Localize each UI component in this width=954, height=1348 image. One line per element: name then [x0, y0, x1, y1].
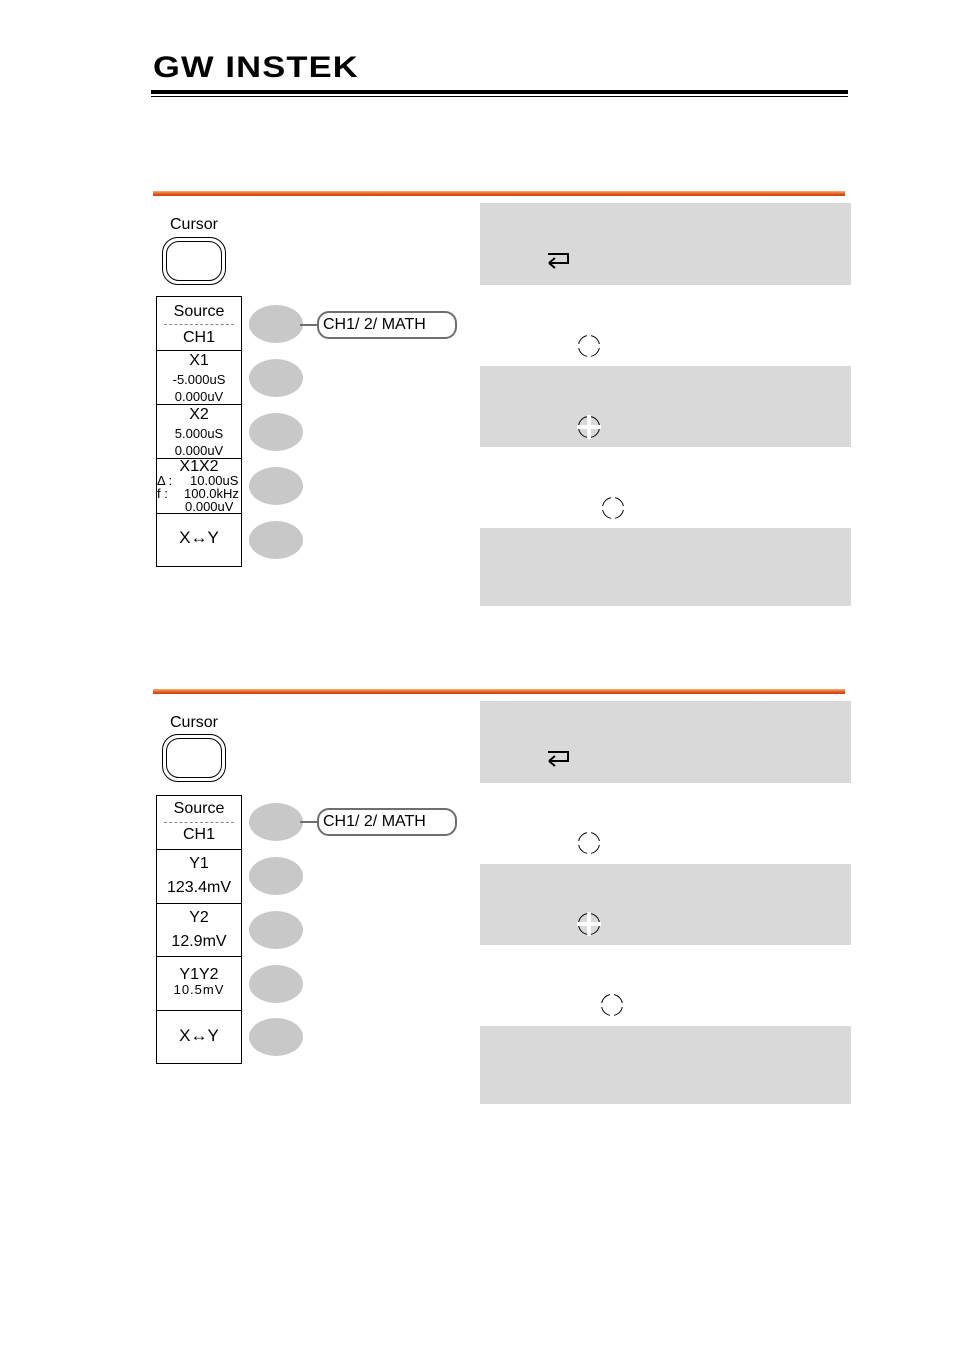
variable-knob-icon [578, 832, 600, 854]
menu-source[interactable] [157, 297, 241, 351]
menu-swap-label: X↔Y [179, 1026, 219, 1045]
softkey-5[interactable] [249, 1018, 303, 1056]
menu-x1x2-volt: 0.000uV [185, 499, 234, 514]
variable-knob-icon [601, 994, 623, 1016]
menu-source-label: Source [173, 800, 225, 817]
menu-y1[interactable] [157, 850, 241, 904]
menu-x2-title: X2 [189, 406, 209, 423]
instruction-row-5 [480, 1026, 851, 1104]
enter-arrow-icon [545, 747, 571, 775]
softkey-5[interactable] [249, 521, 303, 559]
cursor-key-button[interactable] [162, 237, 226, 285]
menu-source-value: CH1 [182, 826, 215, 843]
cursor-key-button[interactable] [162, 734, 226, 782]
menu-source-value: CH1 [182, 329, 215, 346]
menu-x1-title: X1 [189, 352, 209, 369]
menu-y1y2-value: 10.5mV [173, 982, 225, 997]
softkey-1[interactable] [249, 803, 303, 841]
softkey-3[interactable] [249, 911, 303, 949]
source-options-label: CH1/ 2/ MATH [317, 311, 457, 339]
cursor-menu [156, 296, 242, 567]
variable-knob-icon [578, 335, 600, 357]
source-options-label: CH1/ 2/ MATH [317, 808, 457, 836]
menu-x2-volt: 0.000uV [174, 443, 224, 458]
menu-swap-label: X↔Y [179, 528, 219, 547]
menu-x2-time: 5.000uS [174, 426, 224, 441]
menu-x1x2-delta-sym: Δ : [157, 473, 173, 488]
softkey-4[interactable] [249, 467, 303, 505]
cursor-menu [156, 795, 242, 1064]
softkey-1[interactable] [249, 305, 303, 343]
menu-swap[interactable] [157, 514, 241, 568]
variable-knob-icon [578, 416, 600, 438]
enter-arrow-icon [545, 249, 571, 277]
header-rule-thin [151, 96, 848, 97]
cursor-key-label: Cursor [170, 714, 219, 731]
section-divider [153, 689, 845, 694]
menu-x1x2-title: X1X2 [179, 458, 219, 475]
menu-x1x2-f-sym: f : [157, 486, 168, 501]
instruction-row-3 [480, 366, 851, 447]
section-divider [153, 191, 845, 196]
menu-source[interactable] [157, 796, 241, 850]
variable-knob-icon [602, 497, 624, 519]
menu-source-label: Source [173, 303, 225, 320]
menu-x1x2[interactable] [157, 459, 241, 514]
instruction-row-5 [480, 528, 851, 606]
menu-y2-title: Y2 [189, 909, 209, 926]
menu-y2[interactable] [157, 904, 241, 957]
softkey-2[interactable] [249, 359, 303, 397]
instruction-row-3 [480, 864, 851, 945]
instruction-row-1 [480, 203, 851, 285]
menu-y1-title: Y1 [189, 855, 209, 872]
softkey-3[interactable] [249, 413, 303, 451]
menu-x1x2-delta-val: 10.00uS [190, 473, 239, 488]
menu-x1[interactable] [157, 351, 241, 405]
variable-knob-icon [578, 913, 600, 935]
menu-x1-time: -5.000uS [172, 372, 226, 387]
menu-y1-value: 123.4mV [166, 879, 232, 896]
menu-swap[interactable] [157, 1011, 241, 1065]
connector-line [300, 324, 318, 326]
brand-logo: GW INSTEK [153, 51, 359, 84]
header-rule-thick [151, 90, 848, 94]
menu-x1-volt: 0.000uV [174, 389, 224, 404]
softkey-2[interactable] [249, 857, 303, 895]
menu-x1x2-f-val: 100.0kHz [184, 486, 239, 501]
menu-x2[interactable] [157, 405, 241, 459]
menu-y1y2[interactable] [157, 957, 241, 1011]
connector-line [300, 821, 318, 823]
menu-y2-value: 12.9mV [171, 933, 227, 950]
instruction-row-1 [480, 701, 851, 783]
menu-y1y2-title: Y1Y2 [179, 966, 219, 983]
softkey-4[interactable] [249, 965, 303, 1003]
cursor-key-label: Cursor [170, 216, 219, 233]
